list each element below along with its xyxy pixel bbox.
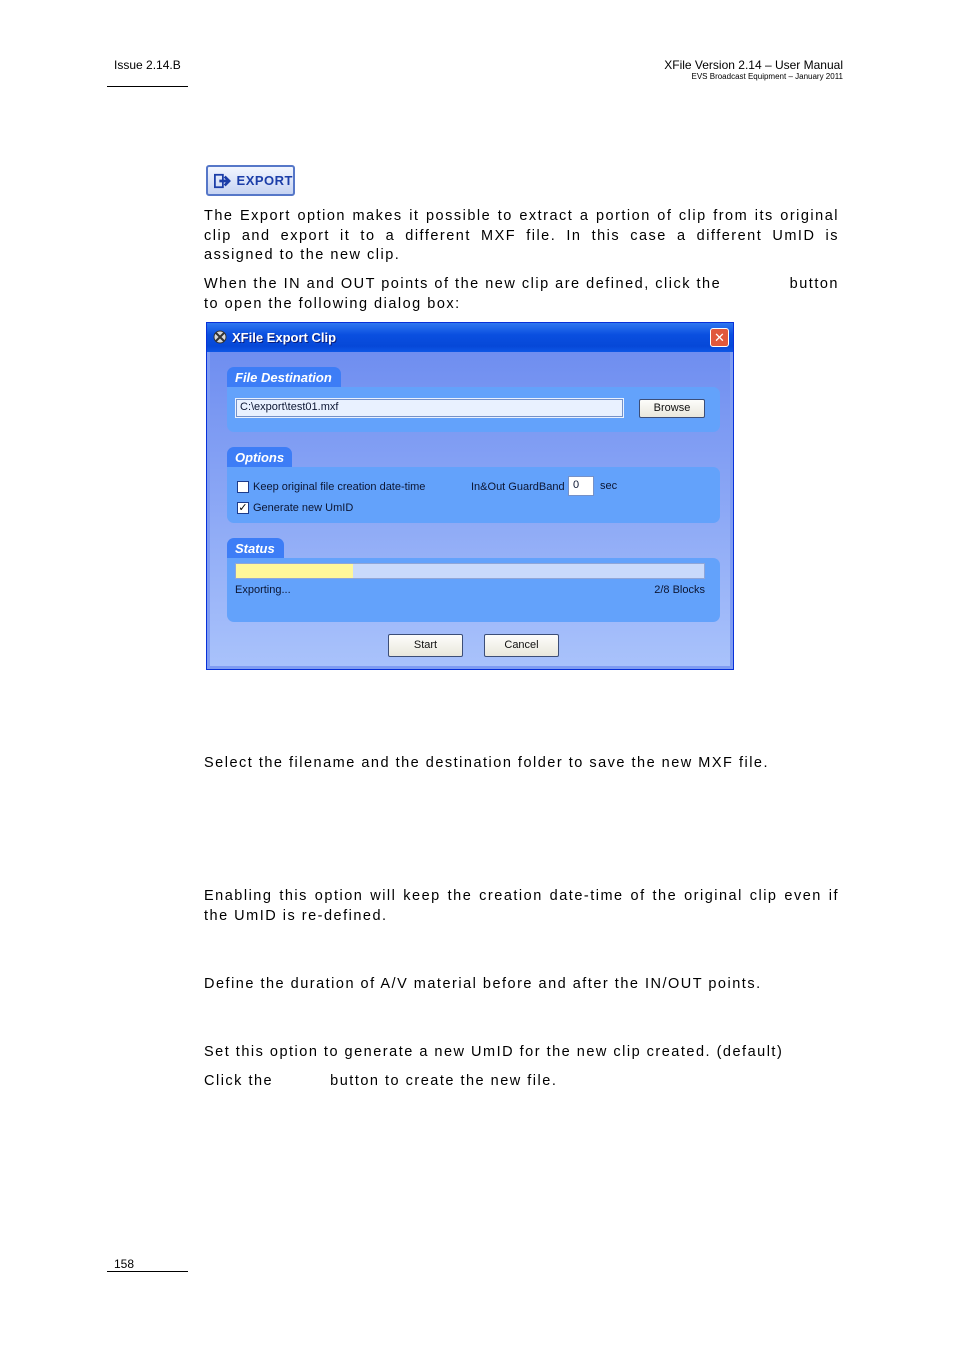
export-button-image bbox=[206, 165, 295, 196]
keep-date-checkbox[interactable] bbox=[237, 481, 249, 493]
file-destination-description: Select the filename and the destination folder to save the new MXF file. bbox=[204, 755, 770, 771]
close-button[interactable] bbox=[710, 328, 729, 347]
tab-file-destination: File Destination bbox=[227, 367, 341, 389]
guardband-label: In&Out GuardBand bbox=[471, 481, 565, 493]
keep-date-description: Enabling this option will keep the creation date-time of the original clip even if the UmID is re-defined. bbox=[204, 888, 839, 924]
export-label: EXPORT bbox=[236, 173, 293, 188]
guardband-description: Define the duration of A/V material before and after the IN/OUT points. bbox=[204, 976, 762, 992]
header-rule bbox=[107, 86, 188, 87]
instruction-part-3: to open the following dialog box: bbox=[204, 295, 461, 312]
blocks-count: 2/8 Blocks bbox=[654, 584, 705, 596]
dialog-body bbox=[210, 352, 730, 666]
file-destination-panel bbox=[227, 387, 720, 432]
status-text: Exporting... bbox=[235, 584, 291, 596]
export-clip-dialog bbox=[206, 322, 734, 670]
document-header bbox=[664, 58, 843, 82]
keep-date-label: Keep original file creation date-time bbox=[253, 481, 426, 493]
footer-rule bbox=[107, 1271, 188, 1272]
issue-label: Issue 2.14.B bbox=[114, 58, 181, 72]
progress-fill bbox=[236, 564, 353, 578]
checkmark-icon: ✓ bbox=[238, 502, 248, 514]
start-button[interactable]: Start bbox=[388, 634, 463, 657]
status-panel bbox=[227, 558, 720, 622]
options-panel bbox=[227, 467, 720, 523]
page-number: 158 bbox=[114, 1257, 135, 1271]
start-instruction bbox=[204, 1072, 839, 1092]
start-instruction-part-2: button to create the new file. bbox=[330, 1073, 558, 1089]
close-icon: ✕ bbox=[714, 330, 725, 345]
tab-options: Options bbox=[227, 447, 292, 469]
dialog-title: XFile Export Clip bbox=[232, 330, 337, 345]
start-instruction-part-1: Click the bbox=[204, 1073, 274, 1089]
tab-status: Status bbox=[227, 538, 284, 560]
export-progress-bar bbox=[235, 563, 705, 579]
dialog-titlebar bbox=[207, 323, 733, 352]
generate-umid-description: Set this option to generate a new UmID for the new clip created. (default) bbox=[204, 1044, 784, 1060]
export-description: The Export option makes it possible to extract a portion of clip from its original clip and export it to a different MXF file. In this case a different UmID is assigned to the new clip. bbox=[204, 208, 839, 263]
export-arrow-icon bbox=[214, 172, 234, 190]
generate-umid-label: Generate new UmID bbox=[253, 502, 354, 514]
instruction-part-2: button bbox=[789, 276, 839, 292]
instruction-part-1: When the IN and OUT points of the new clip are defined, click the bbox=[204, 276, 722, 292]
destination-path-input[interactable]: C:\export\test01.mxf bbox=[235, 398, 624, 418]
manual-subtitle: EVS Broadcast Equipment – January 2011 bbox=[691, 72, 843, 81]
generate-umid-checkbox[interactable] bbox=[237, 502, 249, 514]
app-icon bbox=[213, 330, 227, 344]
guardband-input[interactable]: 0 bbox=[568, 476, 594, 496]
cancel-button[interactable]: Cancel bbox=[484, 634, 559, 657]
open-dialog-instruction bbox=[204, 275, 839, 314]
guardband-unit: sec bbox=[600, 480, 618, 492]
browse-button[interactable]: Browse bbox=[639, 399, 705, 418]
manual-title: XFile Version 2.14 – User Manual bbox=[664, 58, 843, 72]
